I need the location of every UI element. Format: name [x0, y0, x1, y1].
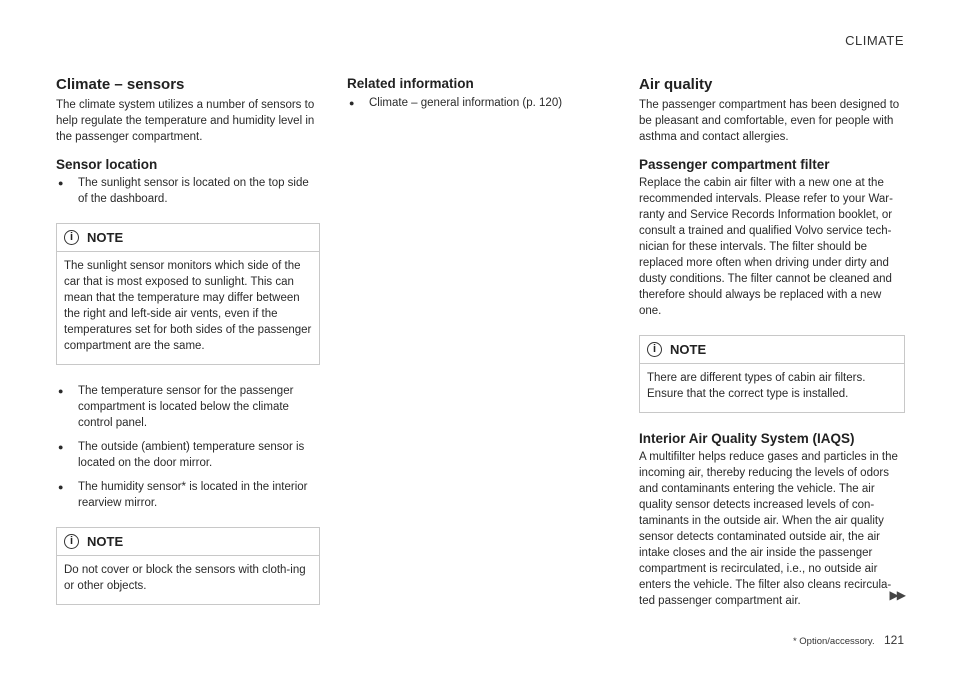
note-header: [57, 528, 319, 556]
sensor-list-a: [56, 175, 320, 207]
related-list: [347, 95, 587, 111]
note-text: The sunlight sensor monitors which side of the car that is most exposed to sunlight. This can mean that the temperature may differ between the right and left-side air vents, even if the temperatures set for both sides of the passenger compartment are the same.: [64, 260, 312, 352]
sensor-list-b: [56, 383, 320, 511]
note-header: [640, 336, 904, 364]
page-title-climate-sensors: Climate – sensors: [56, 76, 185, 93]
note-box-filter: [639, 335, 905, 413]
note-label: NOTE: [87, 230, 124, 245]
bullet-icon: ●: [349, 98, 355, 108]
note-box-sunlight: [56, 223, 320, 365]
related-link[interactable]: ● Climate – general information (p. 120): [349, 97, 563, 109]
bullet-icon: ●: [58, 482, 64, 492]
column-air-quality: [639, 76, 905, 609]
note-label: NOTE: [87, 534, 124, 549]
page-number: 121: [883, 633, 904, 647]
list-item: ● The outside (ambient) temperature sensor is located on the door mirror.: [58, 441, 305, 469]
list-item: ● The sunlight sensor is located on the top side of the dashboard.: [58, 177, 309, 205]
filter-paragraph: Replace the cabin air filter with a new one at the recommended intervals. Please refer to your War-ranty and Service Records Information booklet, or consult a trained and qualified Volvo service tech-nician for these intervals. The filter should be replaced more often when driving under dirty and dusty conditions. The filter cannot be cleaned and therefore should always be replaced with a new one.: [639, 177, 893, 317]
note-text: There are different types of cabin air filters. Ensure that the correct type is installed.: [647, 372, 866, 400]
page-footer: [793, 633, 904, 647]
note-label: NOTE: [670, 342, 707, 357]
filter-heading: Passenger compartment filter: [639, 157, 830, 172]
section-header: CLIMATE: [845, 33, 904, 48]
related-information-heading: Related information: [347, 76, 474, 91]
info-icon: i: [647, 342, 662, 357]
note-box-cover: [56, 527, 320, 605]
bullet-icon: ●: [58, 386, 64, 396]
column-sensors: [56, 76, 320, 623]
footnote: * Option/accessory.: [792, 636, 875, 647]
list-item: ● The temperature sensor for the passenger compartment is located below the climate control panel.: [58, 385, 294, 429]
note-header: [57, 224, 319, 252]
column-related: [347, 76, 587, 119]
info-icon: i: [64, 534, 79, 549]
continue-arrow-icon[interactable]: ▶▶: [889, 588, 904, 602]
intro-paragraph: The climate system utilizes a number of sensors to help regulate the temperature and humidity level in the passenger compartment.: [56, 99, 315, 143]
note-text: Do not cover or block the sensors with cloth-ing or other objects.: [64, 564, 306, 592]
bullet-icon: ●: [58, 178, 64, 188]
info-icon: i: [64, 230, 79, 245]
intro-paragraph: The passenger compartment has been designed to be pleasant and comfortable, even for people with asthma and contact allergies.: [639, 99, 900, 143]
iaqs-paragraph: A multifilter helps reduce gases and particles in the incoming air, thereby reducing the levels of odors and contaminants entering the vehicle. The air quality sensor detects increased levels of con-taminants in the outside air. When the air quality sensor detects contaminated outside air, the air intake closes and the air inside the passenger compartment is recirculated, i.e., no outside air enters the vehicle. The filter also cleans recircula-ted passenger compartment air.: [639, 451, 898, 607]
bullet-icon: ●: [58, 442, 64, 452]
iaqs-heading: Interior Air Quality System (IAQS): [639, 431, 855, 446]
page-title-air-quality: Air quality: [639, 76, 713, 93]
sensor-location-heading: Sensor location: [56, 157, 158, 172]
list-item: ● The humidity sensor* is located in the interior rearview mirror.: [58, 481, 308, 509]
